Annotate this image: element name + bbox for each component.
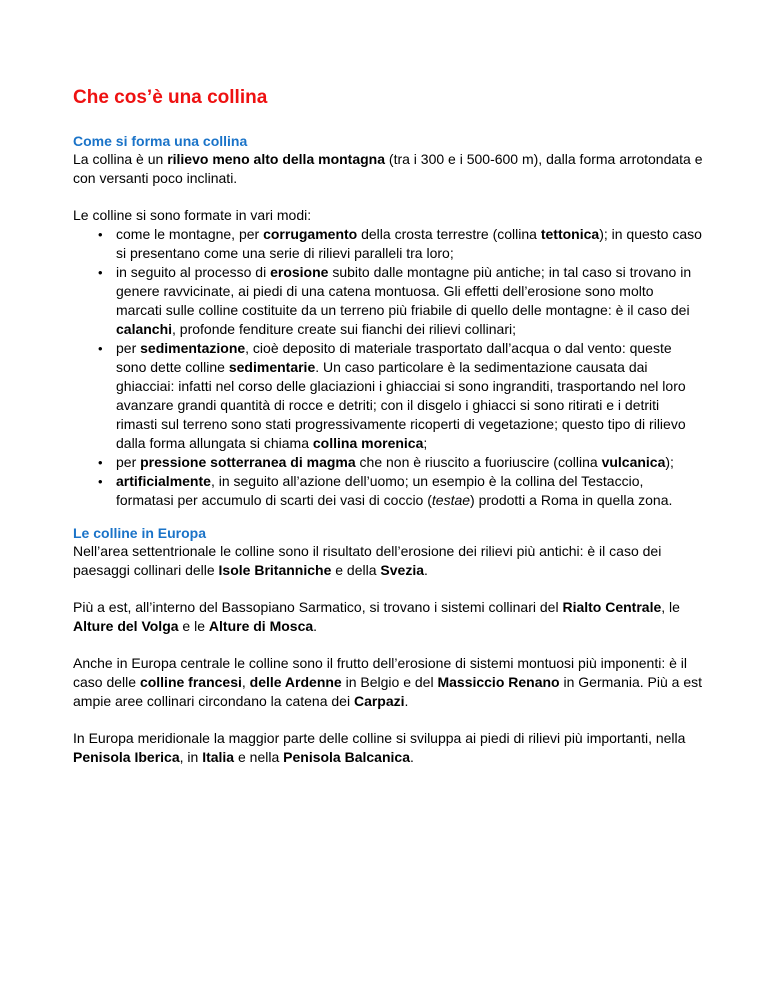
text-run: . (409, 749, 414, 765)
text-run: . (404, 693, 409, 709)
text-run: . (424, 562, 428, 578)
text-run: per (116, 340, 141, 356)
list-item-sedimentazione (73, 339, 703, 453)
bullet-icon: • (98, 341, 103, 356)
paragraph-est (73, 598, 703, 636)
text-run: e della (331, 562, 381, 578)
text-run: subito dalle montagne più antiche; in tal caso si trovano in genere ravvicinate, ai piedi di una catena montuosa. Gli effetti dell’erosione sono molto marcati sulle colline costituite da un terreno più friabile di quello delle montagne: è il caso dei (116, 264, 692, 318)
bold-term: erosione (270, 264, 329, 280)
list-lead-text: Le colline si sono formate in vari modi: (73, 207, 312, 223)
text-run: ); in questo caso si presentano come una serie di rilievi paralleli tra loro; (116, 226, 702, 261)
text-run: ) prodotti a Roma in quella zona. (470, 492, 673, 508)
bold-term: vulcanica (601, 454, 666, 470)
bold-term: pressione sotterranea di magma (140, 454, 356, 470)
italic-term: testae (431, 492, 471, 508)
bold-term: tettonica (540, 226, 600, 242)
text-run: e le (178, 618, 209, 634)
bold-term: artificialmente (116, 473, 211, 489)
bold-term: Italia (202, 749, 235, 765)
text-run: (tra i 300 e i 500-600 m), dalla forma arrotondata e con versanti poco inclinati. (73, 151, 703, 186)
list-item-text (116, 264, 691, 337)
text-run: Nell’area settentrionale le colline sono il risultato dell’erosione dei rilievi più antichi: è il caso dei paesaggi collinari delle (73, 543, 662, 578)
text-run: per (116, 454, 141, 470)
list-item-text (116, 226, 702, 261)
list-item-magma (73, 453, 703, 472)
text-run: , cioè deposito di materiale trasportato dall’acqua o dal vento: queste sono dette colline (116, 340, 672, 375)
bold-term: delle Ardenne (249, 674, 342, 690)
text-run: , in (179, 749, 203, 765)
list-item-corrugamento (73, 225, 703, 263)
bold-term: Penisola Balcanica (283, 749, 410, 765)
paragraph-nord (73, 542, 703, 580)
bullet-icon: • (98, 455, 103, 470)
bullet-icon: • (98, 265, 103, 280)
bold-term: Svezia (380, 562, 424, 578)
text-run: . Un caso particolare è la sedimentazione causata dai ghiacciai: infatti nel corso delle glaciazioni i ghiacciai si sono ingranditi, trasportando nel loro avanzare grandi quantità di rocce e detriti; con il disgelo i ghiacci si sono ritirati e i detriti rimasti sul terreno sono stati progressivamente ricoperti di vegetazione; questo tipo di rilievo dalla forma allungata si chiama (116, 359, 686, 451)
list-item-text (116, 454, 674, 470)
intro-paragraph (73, 150, 703, 188)
text-run: Anche in Europa centrale le colline sono il frutto dell’erosione di sistemi montuosi più imponenti: è il caso delle (73, 655, 687, 690)
bold-term: Penisola Iberica (73, 749, 180, 765)
text-run: In Europa meridionale la maggior parte delle colline si sviluppa ai piedi di rilievi più importanti, nella (73, 730, 686, 746)
bold-term: collina morenica (312, 435, 424, 451)
bold-term: Rialto Centrale (562, 599, 662, 615)
bold-term: Massiccio Renano (437, 674, 560, 690)
bullet-icon: • (98, 474, 103, 489)
text-run: , le (661, 599, 680, 615)
paragraph-sud (73, 729, 703, 767)
section-heading-europa: Le colline in Europa (73, 525, 207, 541)
section-heading-formation: Come si forma una collina (73, 133, 248, 149)
list-item-artificialmente (73, 472, 703, 510)
text-run: in Germania. Più a est ampie aree collinari circondano la catena dei (73, 674, 703, 709)
document-page (73, 86, 703, 767)
text-run: e nella (234, 749, 284, 765)
text-run: . (313, 618, 318, 634)
text-run: , (241, 674, 250, 690)
bold-term: Carpazi (353, 693, 405, 709)
list-item-erosione (73, 263, 703, 339)
text-run: Più a est, all’interno del Bassopiano Sarmatico, si trovano i sistemi collinari del (73, 599, 563, 615)
list-item-text (116, 340, 686, 451)
bold-term: sedimentazione (140, 340, 246, 356)
paragraph-centro (73, 654, 703, 711)
bullet-icon: • (98, 227, 103, 242)
text-run: della crosta terrestre (collina (357, 226, 541, 242)
bold-term: Isole Britanniche (218, 562, 332, 578)
bold-term: corrugamento (263, 226, 358, 242)
bold-term: rilievo meno alto della montagna (167, 151, 386, 167)
text-run: La collina è un (73, 151, 168, 167)
bold-term: Alture di Mosca (208, 618, 314, 634)
list-item-text (116, 473, 672, 508)
text-run: ; (423, 435, 428, 451)
bold-term: Alture del Volga (73, 618, 179, 634)
text-run: come le montagne, per (116, 226, 264, 242)
text-run: , in seguito all’azione dell’uomo; un esempio è la collina del Testaccio, formatasi per accumulo di scarti dei vasi di coccio ( (116, 473, 644, 508)
formation-list (73, 225, 703, 510)
page-title: Che cos’è una collina (73, 87, 268, 108)
text-run: in Belgio e del (341, 674, 438, 690)
bold-term: colline francesi (139, 674, 242, 690)
text-run: ); (665, 454, 674, 470)
text-run: , profonde fenditure create sui fianchi dei rilievi collinari; (172, 321, 516, 337)
text-run: in seguito al processo di (116, 264, 271, 280)
bold-term: sedimentarie (228, 359, 316, 375)
text-run: che non è riuscito a fuoriuscire (collina (355, 454, 602, 470)
bold-term: calanchi (116, 321, 173, 337)
